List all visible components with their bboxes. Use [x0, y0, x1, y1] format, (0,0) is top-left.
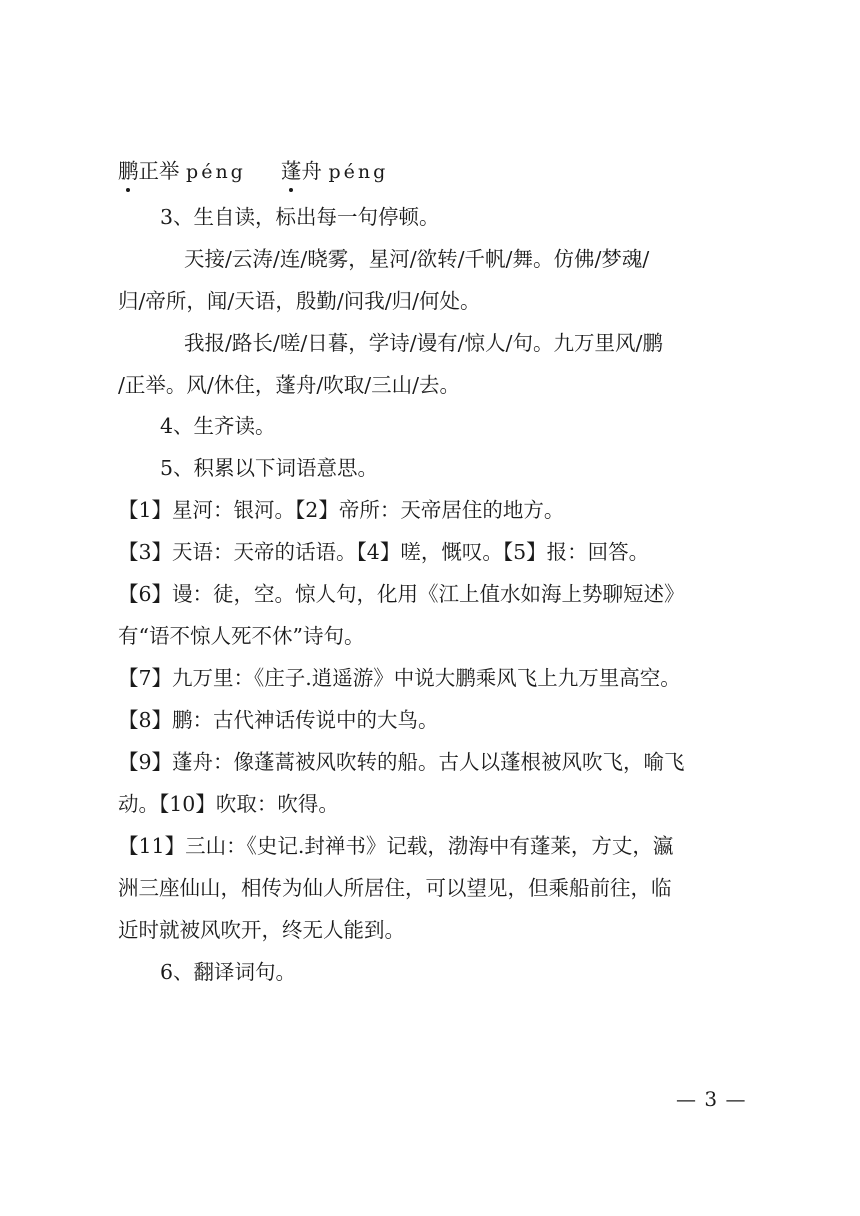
- emphasis-char: 蓬: [281, 156, 302, 186]
- glossary-line: 【7】九万里：《庄子.逍遥游》中说大鹏乘风飞上九万里高空。: [118, 666, 681, 690]
- glossary-line: 【11】三山：《史记.封禅书》记载，渤海中有蓬莱，方丈，瀛: [118, 834, 674, 858]
- poem-line: 归/帝所，闻/天语，殷勤/问我/归/何处。: [118, 289, 481, 313]
- pinyin-annotation-line: [118, 156, 748, 187]
- page-number: — 3 —: [676, 1087, 747, 1111]
- word-rest: 舟: [301, 159, 322, 183]
- step-heading: 5、积累以下词语意思。: [160, 456, 379, 480]
- glossary-line: 【3】天语：天帝的话语。【4】嗟，慨叹。【5】报：回答。: [118, 540, 650, 564]
- glossary-line: 近时就被风吹开，终无人能到。: [118, 918, 405, 942]
- word-rest: 正举: [138, 159, 180, 183]
- glossary-line: 【8】鹏：古代神话传说中的大鸟。: [118, 708, 439, 732]
- step-heading: 3、生自读，标出每一句停顿。: [160, 205, 440, 229]
- pinyin-text: péng: [186, 161, 246, 183]
- step-heading: 6、翻译词句。: [160, 960, 297, 984]
- emphasis-char: 鹏: [118, 156, 139, 186]
- glossary-line: 【9】蓬舟：像蓬蒿被风吹转的船。古人以蓬根被风吹飞，喻飞: [118, 750, 685, 774]
- glossary-line: 【6】谩：徒，空。惊人句，化用《江上值水如海上势聊短述》: [118, 582, 685, 606]
- glossary-line: 【1】星河：银河。【2】帝所：天帝居住的地方。: [118, 498, 565, 522]
- glossary-line: 动。【10】吹取：吹得。: [118, 792, 339, 816]
- pinyin-text: péng: [328, 161, 389, 183]
- poem-line: 我报/路长/嗟/日暮，学诗/谩有/惊人/句。九万里风/鹏: [184, 331, 663, 355]
- poem-line: /正举。风/休住，蓬舟/吹取/三山/去。: [118, 373, 461, 397]
- glossary-line: 有“语不惊人死不休”诗句。: [118, 624, 365, 648]
- poem-line: 天接/云涛/连/晓雾，星河/欲转/千帆/舞。仿佛/梦魂/: [184, 247, 650, 271]
- glossary-line: 洲三座仙山，相传为仙人所居住，可以望见，但乘船前往，临: [118, 876, 672, 900]
- step-heading: 4、生齐读。: [160, 414, 276, 438]
